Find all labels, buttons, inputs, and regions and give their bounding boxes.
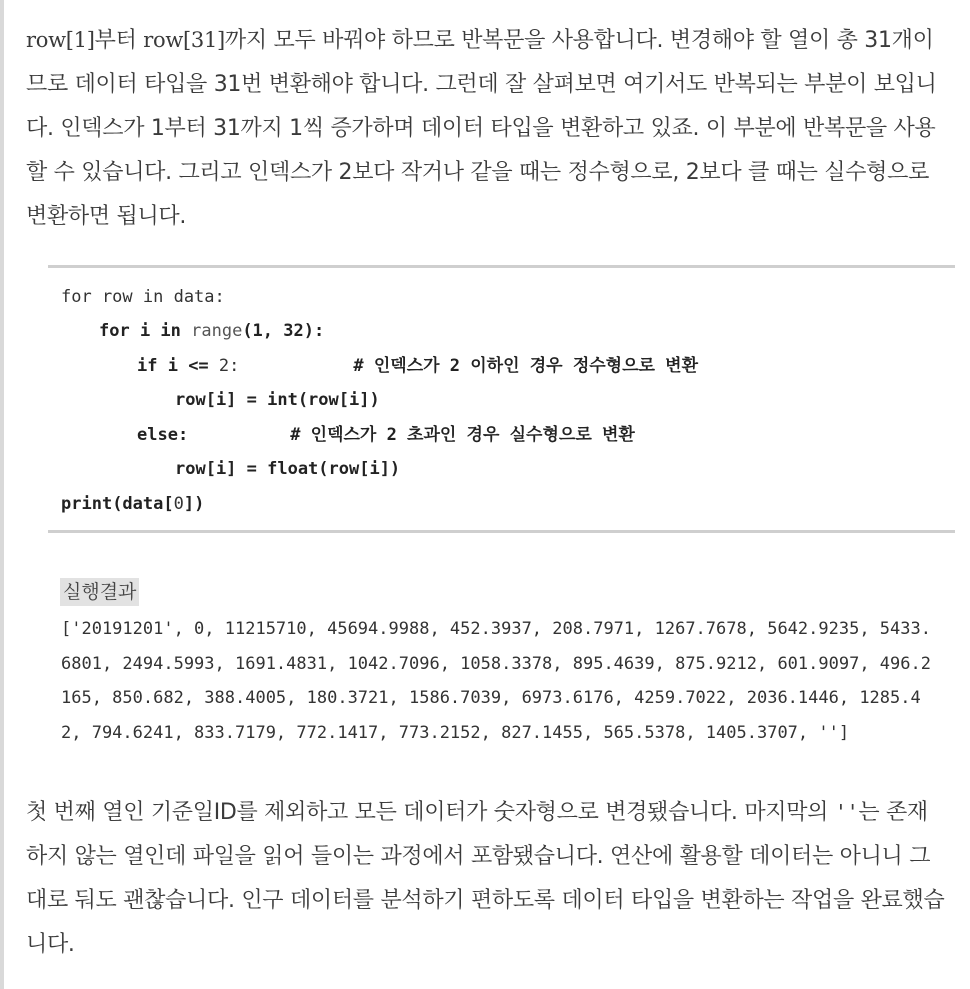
inline-code-index-31: [31] xyxy=(183,28,225,52)
outro-text-b: 는 존재하지 않는 열인데 파일을 읽어 들이는 과정에서 포함됐습니다. 연산에 활용할 데이터는 아니니 그대로 둬도 괜찮습니다. 인구 데이터를 분석하기 편하도록 데이터 타입을 변환하는 작업을 완료했습니다. xyxy=(26,800,945,957)
result-label: 실행결과 xyxy=(60,578,139,606)
outro-text-a: 첫 번째 열인 기준일ID를 제외하고 모든 데이터가 숫자형으로 변경됐습니다. 마지막의 xyxy=(26,800,835,825)
code-line-1 xyxy=(61,280,225,314)
inline-code-index-1: [1] xyxy=(65,28,95,52)
code-comment-1: # 인덱스가 2 이하인 경우 정수형으로 변환 xyxy=(353,356,699,376)
inline-code-row: row xyxy=(26,28,66,52)
code-keyword-else: else: xyxy=(137,425,189,445)
code-line-5 xyxy=(137,418,635,452)
code-operator: <= xyxy=(177,356,219,376)
code-line-3 xyxy=(137,349,698,383)
left-border xyxy=(0,0,4,989)
inline-code-empty-string: '' xyxy=(834,800,859,824)
intro-text-b: 까지 모두 바꿔야 하므로 반복문을 사용합니다. 변경해야 할 열이 총 31개이므로 데이터 타입을 31번 변환해야 합니다. 그런데 잘 살펴보면 여기서도 반복되는 부분이 보입니다. 인덱스가 1부터 31까지 1씩 증가하며 데이터 타입을 변환하고 있죠. 이 부분에 반복문을 사용할 수 있습니다. 그리고 인덱스가 2보다 작거나 같을 때는 정수형으로, 2보다 클 때는 실수형으로 변환하면 됩니다. xyxy=(26,28,937,229)
code-index-0: 0 xyxy=(173,494,184,514)
code-line-4 xyxy=(175,383,380,417)
code-line-1-text: for row in data: xyxy=(61,287,225,307)
intro-text-a: 부터 xyxy=(94,28,144,53)
code-func-print: print xyxy=(61,494,113,514)
code-print-arg-open: (data[ xyxy=(112,494,174,514)
code-range-args: (1, 32): xyxy=(242,321,325,341)
code-line-4-text: row[i] = int(row[i]) xyxy=(175,390,380,410)
code-func-range: range xyxy=(180,321,243,341)
code-line-6 xyxy=(175,452,400,486)
intro-paragraph xyxy=(26,18,946,239)
code-line-7 xyxy=(61,487,204,521)
inline-code-row-2: row xyxy=(143,28,183,52)
code-number-2: 2: xyxy=(218,356,240,376)
code-keyword-for: for i in xyxy=(99,321,181,341)
code-keyword-if: if i xyxy=(137,356,178,376)
code-line-2 xyxy=(99,314,324,348)
code-block xyxy=(48,265,955,533)
code-line-6-text: row[i] = float(row[i]) xyxy=(175,459,401,479)
result-output: ['20191201', 0, 11215710, 45694.9988, 452.3937, 208.7971, 1267.7678, 5642.9235, 5433.6801, 2494.5993, 1691.4831, 1042.7096, 1058.3378, 895.4639, 875.9212, 601.9097, 496.2165, 850.682, 388.4005, 180.3721, 1586.7039, 6973.6176, 4259.7022, 2036.1446, 1285.42, 794.6241, 833.7179, 772.1417, 773.2152, 827.1455, 565.5378, 1405.3707, ''] xyxy=(61,619,931,743)
outro-paragraph xyxy=(26,790,946,967)
code-comment-2: # 인덱스가 2 초과인 경우 실수형으로 변환 xyxy=(290,425,635,445)
code-print-arg-close: ]) xyxy=(183,494,205,514)
